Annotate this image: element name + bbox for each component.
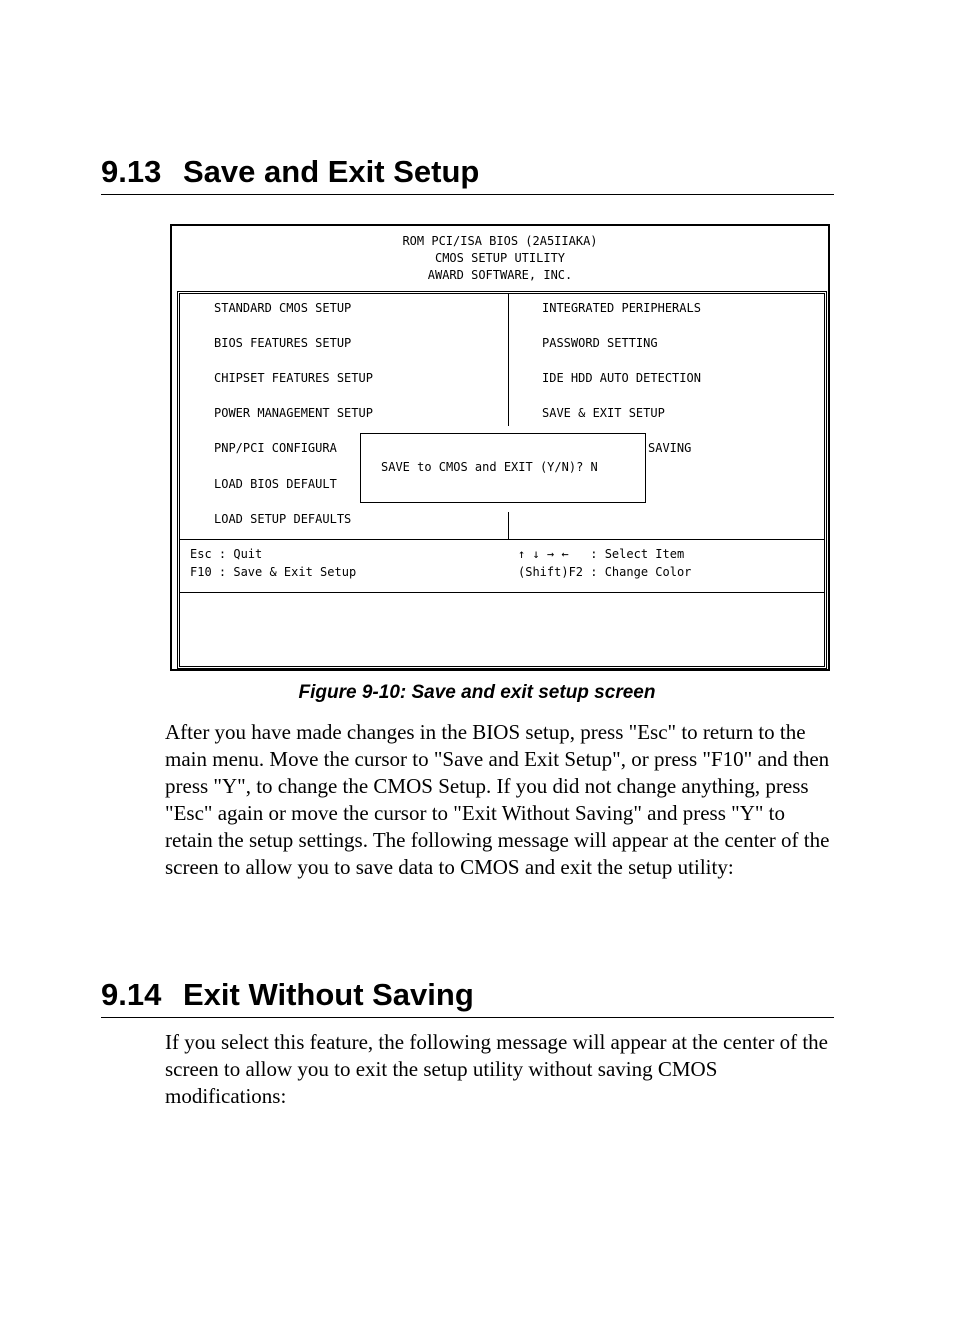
section-heading-9-14 bbox=[101, 977, 834, 1018]
menu-item-load-setup-defaults[interactable]: LOAD SETUP DEFAULTS bbox=[214, 512, 352, 526]
figure-caption: Figure 9-10: Save and exit setup screen bbox=[298, 682, 656, 703]
bios-header-line: AWARD SOFTWARE, INC. bbox=[427, 268, 573, 282]
help-text: F10 : Save & Exit Setup bbox=[190, 565, 357, 579]
menu-item-power-management[interactable]: POWER MANAGEMENT SETUP bbox=[214, 406, 373, 420]
menu-item-exit-without-saving[interactable]: SAVING bbox=[648, 441, 692, 455]
body-paragraph: If you select this feature, the following message will appear at the center of the screen to allow you to exit the setup utility without saving CMOS modifications: bbox=[165, 1030, 828, 1108]
bios-screen-figure bbox=[170, 224, 830, 671]
section-number: 9.14 bbox=[101, 977, 162, 1012]
divider bbox=[180, 592, 824, 593]
help-text: Esc : Quit bbox=[190, 547, 263, 561]
menu-item-ide-hdd-detection[interactable]: IDE HDD AUTO DETECTION bbox=[542, 371, 701, 385]
bios-header-line: ROM PCI/ISA BIOS (2A5IIAKA) bbox=[402, 234, 598, 248]
bios-header bbox=[172, 233, 828, 284]
menu-item-integrated-peripherals[interactable]: INTEGRATED PERIPHERALS bbox=[542, 301, 701, 315]
help-text: ↑ ↓ → ← : Select Item bbox=[518, 547, 685, 561]
bios-header-line: CMOS SETUP UTILITY bbox=[434, 251, 566, 265]
section-heading-9-13 bbox=[101, 154, 834, 195]
menu-item-pnp-pci[interactable]: PNP/PCI CONFIGURA bbox=[214, 441, 337, 455]
menu-item-load-bios-defaults[interactable]: LOAD BIOS DEFAULT bbox=[214, 477, 337, 491]
menu-item-password-setting[interactable]: PASSWORD SETTING bbox=[542, 336, 658, 350]
menu-item-save-exit[interactable]: SAVE & EXIT SETUP bbox=[542, 406, 665, 420]
menu-item-bios-features[interactable]: BIOS FEATURES SETUP bbox=[214, 336, 352, 350]
dialog-prompt: SAVE to CMOS and EXIT (Y/N)? N bbox=[381, 460, 598, 474]
bios-menu-box bbox=[177, 291, 827, 669]
section-title: Save and Exit Setup bbox=[183, 154, 480, 189]
section-number: 9.13 bbox=[101, 154, 162, 189]
section-title: Exit Without Saving bbox=[183, 977, 474, 1012]
menu-item-chipset-features[interactable]: CHIPSET FEATURES SETUP bbox=[214, 371, 373, 385]
column-divider bbox=[508, 512, 509, 539]
save-confirm-dialog[interactable] bbox=[360, 433, 646, 503]
menu-item-standard-cmos[interactable]: STANDARD CMOS SETUP bbox=[214, 301, 352, 315]
help-text: (Shift)F2 : Change Color bbox=[518, 565, 692, 579]
column-divider bbox=[508, 294, 509, 426]
body-paragraph: After you have made changes in the BIOS setup, press "Esc" to return to the main menu. Move the cursor to "Save and Exit Setup", or press "F10" and then press "Y", to change the CMOS Setup. If you did not change anything, press "Esc" again or move the cursor to "Exit Without Saving" and press "Y" to retain the setup settings. The following message will appear at the center of the screen to allow you to save data to CMOS and exit the setup utility: bbox=[165, 720, 830, 879]
divider bbox=[180, 539, 824, 540]
